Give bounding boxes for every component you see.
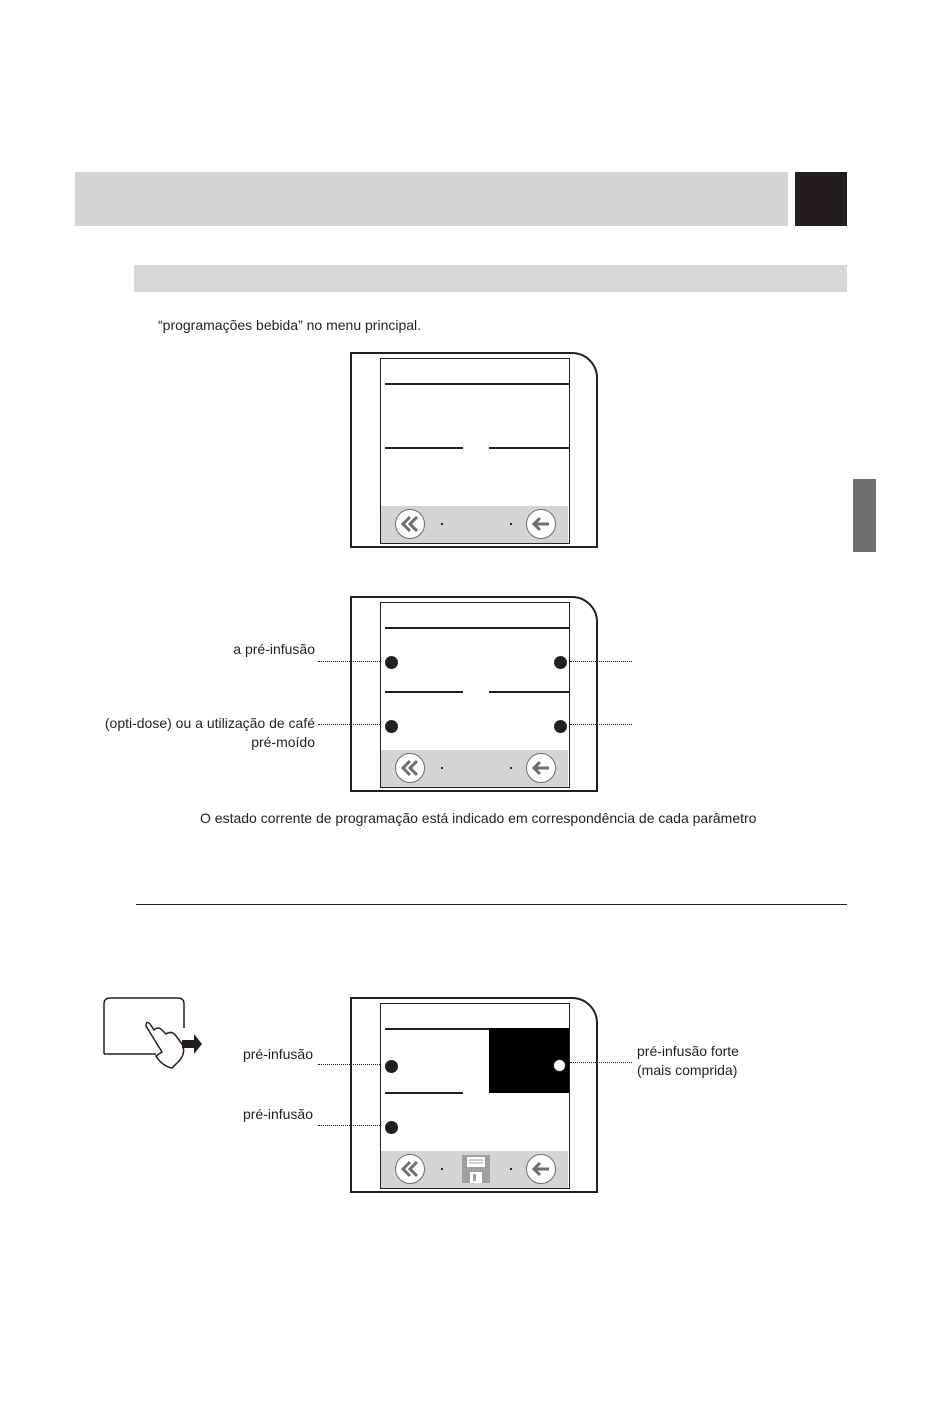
back-all-button[interactable] [395,753,425,783]
separator-dot [510,1168,512,1170]
double-chevron-left-icon [396,510,424,538]
leader-line [570,1062,632,1063]
leader-line [318,1064,380,1065]
divider-line [385,383,569,385]
device-screen-2 [350,596,598,792]
label-pre-infusion-1: pré-infusão [242,1046,313,1062]
option-bullet[interactable] [385,1060,398,1073]
section-bar [134,265,847,292]
device-screen-3 [350,997,598,1193]
label-strong-pre-infusion: pré-infusão forte [637,1043,739,1059]
separator-dot [441,523,443,525]
intro-text: “programações bebida” no menu principal. [158,317,422,333]
label-pre-infusion: a pré-infusão [233,641,315,657]
divider-line [385,447,463,449]
back-button[interactable] [526,753,556,783]
back-button[interactable] [526,509,556,539]
arrow-left-icon [527,754,555,782]
leader-line [570,724,632,725]
footer-bar [381,506,568,543]
display [380,602,570,788]
section-divider [136,904,847,905]
option-bullet[interactable] [385,720,398,733]
side-tab [853,479,876,552]
device-screen-1 [350,352,598,548]
option-bullet[interactable] [385,656,398,669]
separator-dot [441,767,443,769]
divider-line [385,1092,463,1094]
divider-line [385,691,463,693]
display [380,1003,570,1189]
arrow-left-icon [527,1155,555,1183]
leader-line [318,724,380,725]
label-pre-ground: pré-moído [251,734,315,750]
option-bullet[interactable] [554,656,567,669]
label-opti-dose: (opti-dose) ou a utilização de café [104,715,315,731]
arrow-left-icon [527,510,555,538]
back-button[interactable] [526,1154,556,1184]
back-all-button[interactable] [395,509,425,539]
double-chevron-left-icon [396,1155,424,1183]
footer-bar [381,750,568,787]
floppy-disk-icon[interactable] [461,1154,491,1184]
label-pre-infusion-2: pré-infusão [242,1106,313,1122]
label-longer: (mais comprida) [637,1062,738,1078]
back-all-button[interactable] [395,1154,425,1184]
leader-line [318,1125,380,1126]
header-bar [75,172,788,226]
option-bullet[interactable] [554,720,567,733]
double-chevron-left-icon [396,754,424,782]
leader-line [570,661,632,662]
divider-line [385,627,569,629]
header-block [795,172,847,226]
display [380,358,570,544]
separator-dot [510,523,512,525]
separator-dot [441,1168,443,1170]
option-bullet-selected[interactable] [553,1059,566,1072]
separator-dot [510,767,512,769]
footer-bar [381,1151,568,1188]
divider-line [489,447,569,449]
leader-line [318,661,380,662]
option-bullet[interactable] [385,1121,398,1134]
caption: O estado corrente de programação está indicado em correspondência de cada parâmetro [200,810,757,826]
divider-line [489,691,569,693]
